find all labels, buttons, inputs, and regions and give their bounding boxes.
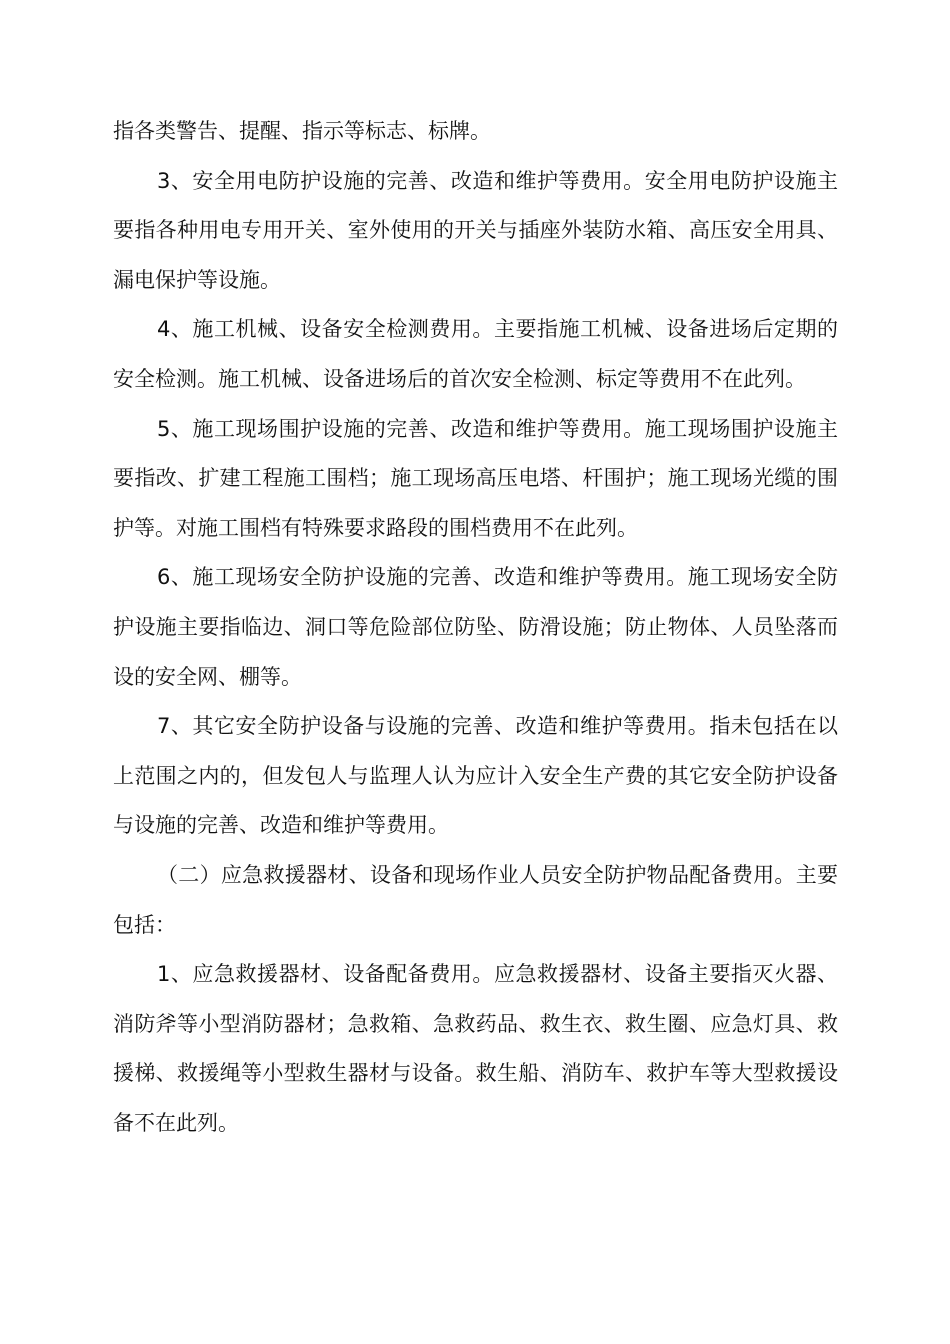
paragraph-item-4: 4、施工机械、设备安全检测费用。主要指施工机械、设备进场后定期的安全检测。施工机械、设备进场后的首次安全检测、标定等费用不在此列。: [113, 317, 838, 391]
paragraph-item-3: 3、安全用电防护设施的完善、改造和维护等费用。安全用电防护设施主要指各种用电专用开关、室外使用的开关与插座外装防水箱、高压安全用具、漏电保护等设施。: [113, 168, 838, 292]
document-body: [113, 107, 838, 1148]
paragraph-item-7: 7、其它安全防护设备与设施的完善、改造和维护等费用。指未包括在以上范围之内的，但发包人与监理人认为应计入安全生产费的其它安全防护设备与设施的完善、改造和维护等费用。: [113, 714, 838, 838]
paragraph-item-5: 5、施工现场围护设施的完善、改造和维护等费用。施工现场围护设施主要指改、扩建工程施工围档；施工现场高压电塔、杆围护；施工现场光缆的围护等。对施工围档有特殊要求路段的围档费用不在此列。: [113, 416, 838, 540]
paragraph-item-1: 1、应急救援器材、设备配备费用。应急救援器材、设备主要指灭火器、消防斧等小型消防器材；急救箱、急救药品、救生衣、救生圈、应急灯具、救援梯、救援绳等小型救生器材与设备。救生船、消防车、救护车等大型救援设备不在此列。: [113, 962, 838, 1135]
paragraph-continuation: 指各类警告、提醒、指示等标志、标牌。: [113, 119, 491, 143]
paragraph-item-6: 6、施工现场安全防护设施的完善、改造和维护等费用。施工现场安全防护设施主要指临边、洞口等危险部位防坠、防滑设施；防止物体、人员坠落而设的安全网、棚等。: [113, 565, 838, 689]
section-heading-2: （二）应急救援器材、设备和现场作业人员安全防护物品配备费用。主要包括：: [113, 862, 838, 937]
